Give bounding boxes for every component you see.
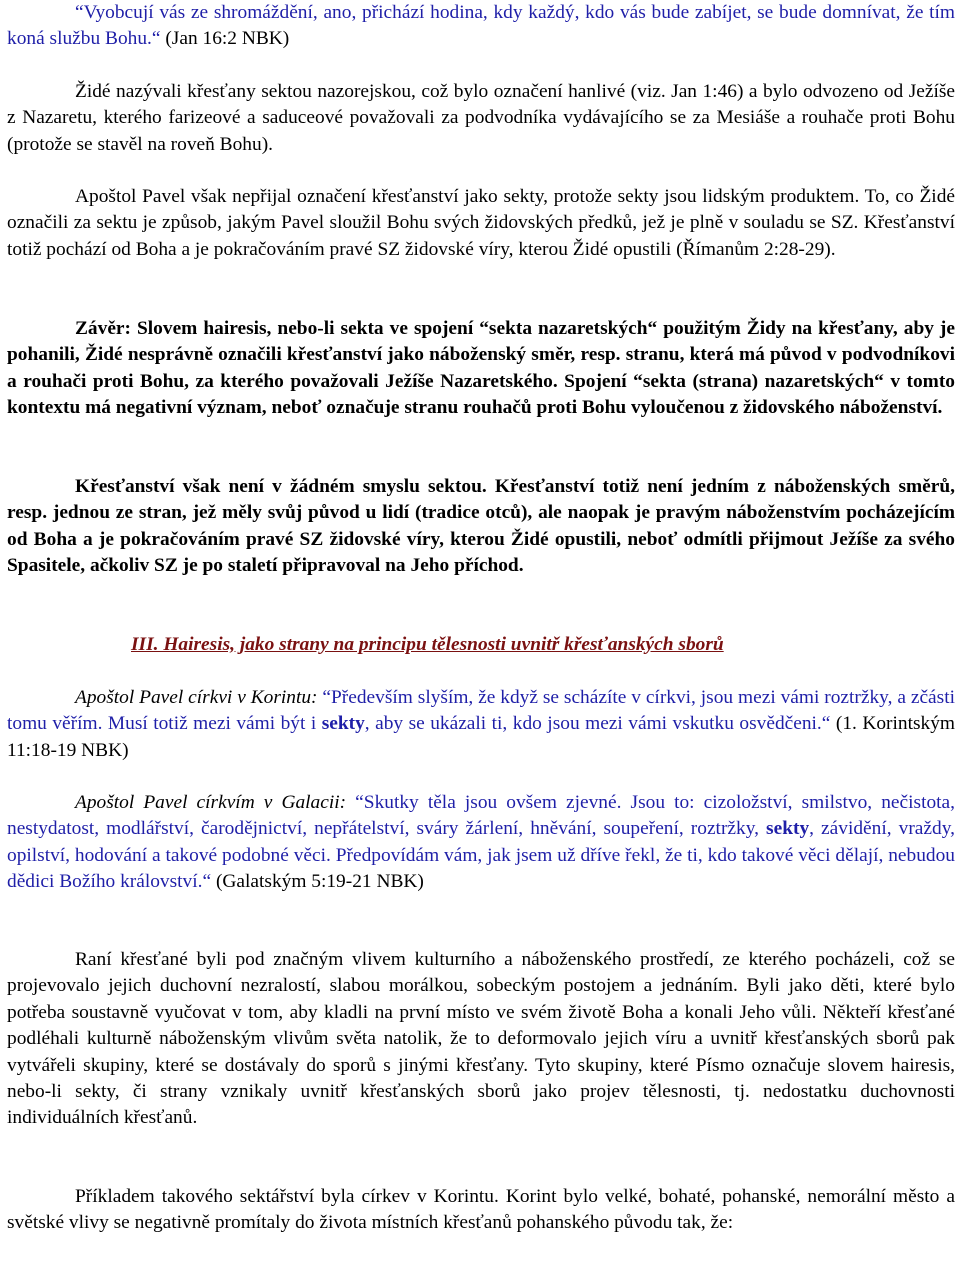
paragraph-quote-john	[7, 0, 955, 53]
keyword-sekty: sekty	[321, 713, 365, 735]
paragraph-corinth-quote	[7, 685, 955, 764]
quote-reference: (1. Korintským 11:18-19 NBK)	[7, 713, 955, 761]
paragraph-christianity-not-sect: Křesťanství však není v žádném smyslu sektou. Křesťanství totiž není jedním z náboženských směrů, resp. jednou ze stran, jež měly svůj původ u lidí (tradice otců), ale naopak je pravým náboženstvím pocházejícím od Boha a je pokračováním pravé SZ židovské víry, kterou Židé opustili, neboť odmítli přijmout Ježíše za svého Spasitele, ačkoliv SZ je po staletí připravoval na Jeho příchod.	[7, 476, 955, 577]
paragraph-early-christians: Raní křesťané byli pod značným vlivem kulturního a náboženského prostředí, ze kterého pocházeli, což se projevovalo jejich duchovní nezralostí, slabou morálkou, sobeckým postojem a jednáním. Byli jako děti, které bylo potřeba soustavně vyučovat v tom, aby kladli na první místo ve svém životě Boha a konali Jeho vůli. Někteří křesťané podléhali kulturně náboženským vlivům světa natolik, že to deformovalo jejich víru a uvnitř křesťanských sborů pak vytvářeli skupiny, které se dostávaly do sporů s jinými křesťany. Tyto skupiny, které Písmo označuje slovem hairesis, nebo-li sekty, či strany vznikaly uvnitř křesťanských sborů jako projev tělesnosti, tj. nedostatku duchovnosti individuálních křesťanů.	[7, 949, 955, 1129]
heading-text: III. Hairesis, jako strany na principu tělesnosti uvnitř křesťanských sborů	[131, 634, 724, 655]
quote-text-part1: “Skutky těla jsou ovšem zjevné. Jsou to: cizoložství, smilstvo, nečistota, nestydatost, modlářství, čarodějnictví, nepřátelství, sváry žárlení, hněvání, soupeření, roztržky,	[7, 792, 955, 840]
quote-lead: Apoštol Pavel církvím v Galacii:	[75, 792, 347, 813]
paragraph-nazarene-sect: Židé nazývali křesťany sektou nazorejskou, což bylo označení hanlivé (viz. Jan 1:46) a bylo odvozeno od Ježíše z Nazaretu, kterého farizeové a saduceové považovali za podvodníka vydávajícího se za Mesiáše a rouhače proti Bohu (protože se stavěl na roveň Bohu).	[7, 81, 955, 155]
paragraph-corinth-example: Příkladem takového sektářství byla církev v Korintu. Korint bylo velké, bohaté, pohanské, nemorální město a světské vlivy se negativně promítaly do života místních křesťanů pohanského původu tak, že:	[7, 1186, 955, 1234]
keyword-sekty: sekty	[766, 818, 810, 840]
quote-text-part2: , závidění, vraždy, opilství, hodování a takové podobné věci. Předpovídám vám, jak jsem už dříve řekl, že ti, kdo takové věci dělají, nebudou dědici Božího království.“	[7, 818, 955, 893]
paragraph-galatia-quote	[7, 790, 955, 896]
quote-text: “Vyobcují vás ze shromáždění, ano, přichází hodina, kdy každý, kdo vás bude zabíjet, se bude domnívat, že tím koná službu Bohu.“	[7, 2, 955, 50]
quote-reference: (Galatským 5:19-21 NBK)	[211, 871, 424, 893]
quote-text-part1: “Především slyším, že když se scházíte v církvi, jsou mezi vámi roztržky, a zčásti tomu věřím. Musí totiž mezi vámi být i	[7, 687, 955, 735]
quote-reference: (Jan 16:2 NBK)	[160, 28, 290, 50]
quote-lead: Apoštol Pavel církvi v Korintu:	[75, 687, 318, 708]
quote-text-part2: , aby se ukázali ti, kdo jsou mezi vámi vskutku osvědčeni.“	[364, 713, 831, 735]
paragraph-conclusion: Závěr: Slovem hairesis, nebo-li sekta ve spojení “sekta nazaretských“ použitým Židy na křesťany, aby je pohanili, Židé nesprávně označili křesťanství jako náboženský směr, resp. stranu, která má původ v podvodníkovi a rouhači proti Bohu, za kterého považovali Ježíše Nazaretského. Spojení “sekta (strana) nazaretských“ v tomto kontextu má negativní význam, neboť označuje stranu rouhačů proti Bohu vyloučenou z židovského náboženství.	[7, 318, 955, 419]
paragraph-paul-rejects-sect: Apoštol Pavel však nepřijal označení křesťanství jako sekty, protože sekty jsou lidským produktem. To, co Židé označili za sektu je způsob, jakým Pavel sloužil Bohu svých židovských předků, jež je plně v souladu se SZ. Křesťanství totiž pochází od Boha a je pokračováním pravé SZ židovské víry, kterou Židé opustili (Římanům 2:28-29).	[7, 186, 955, 260]
section-heading-iii	[131, 632, 724, 658]
